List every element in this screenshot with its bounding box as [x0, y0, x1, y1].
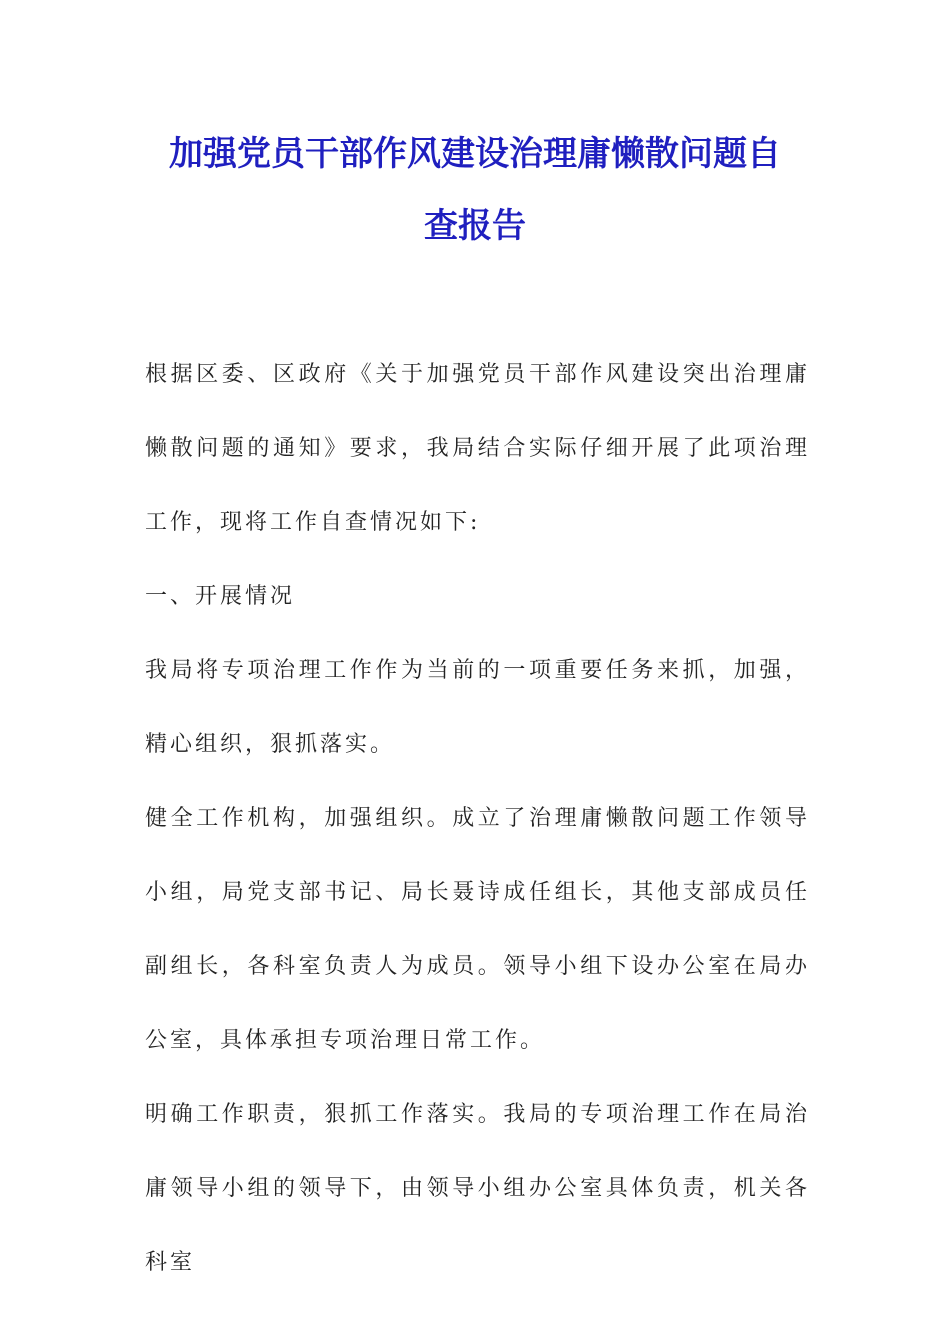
paragraph-intro: 根据区委、区政府《关于加强党员干部作风建设突出治理庸懒散问题的通知》要求，我局结合实际仔细开展了此项治理工作，现将工作自查情况如下:	[145, 362, 810, 535]
document-body	[145, 338, 810, 1300]
paragraph: 明确工作职责，狠抓工作落实。我局的专项治理工作在局治庸领导小组的领导下，由领导小组办公室具体负责，机关各科室	[145, 1102, 810, 1275]
title-line-1: 加强党员干部作风建设治理庸懒散问题自	[169, 134, 781, 174]
document-title	[0, 118, 950, 262]
paragraph: 我局将专项治理工作作为当前的一项重要任务来抓，加强，精心组织，狠抓落实。	[145, 658, 810, 757]
title-line-2: 查报告	[424, 206, 526, 246]
section-heading: 一、开展情况	[145, 584, 296, 609]
paragraph: 健全工作机构，加强组织。成立了治理庸懒散问题工作领导小组，局党支部书记、局长聂诗成任组长，其他支部成员任副组长，各科室负责人为成员。领导小组下设办公室在局办公室，具体承担专项治理日常工作。	[145, 806, 810, 1053]
